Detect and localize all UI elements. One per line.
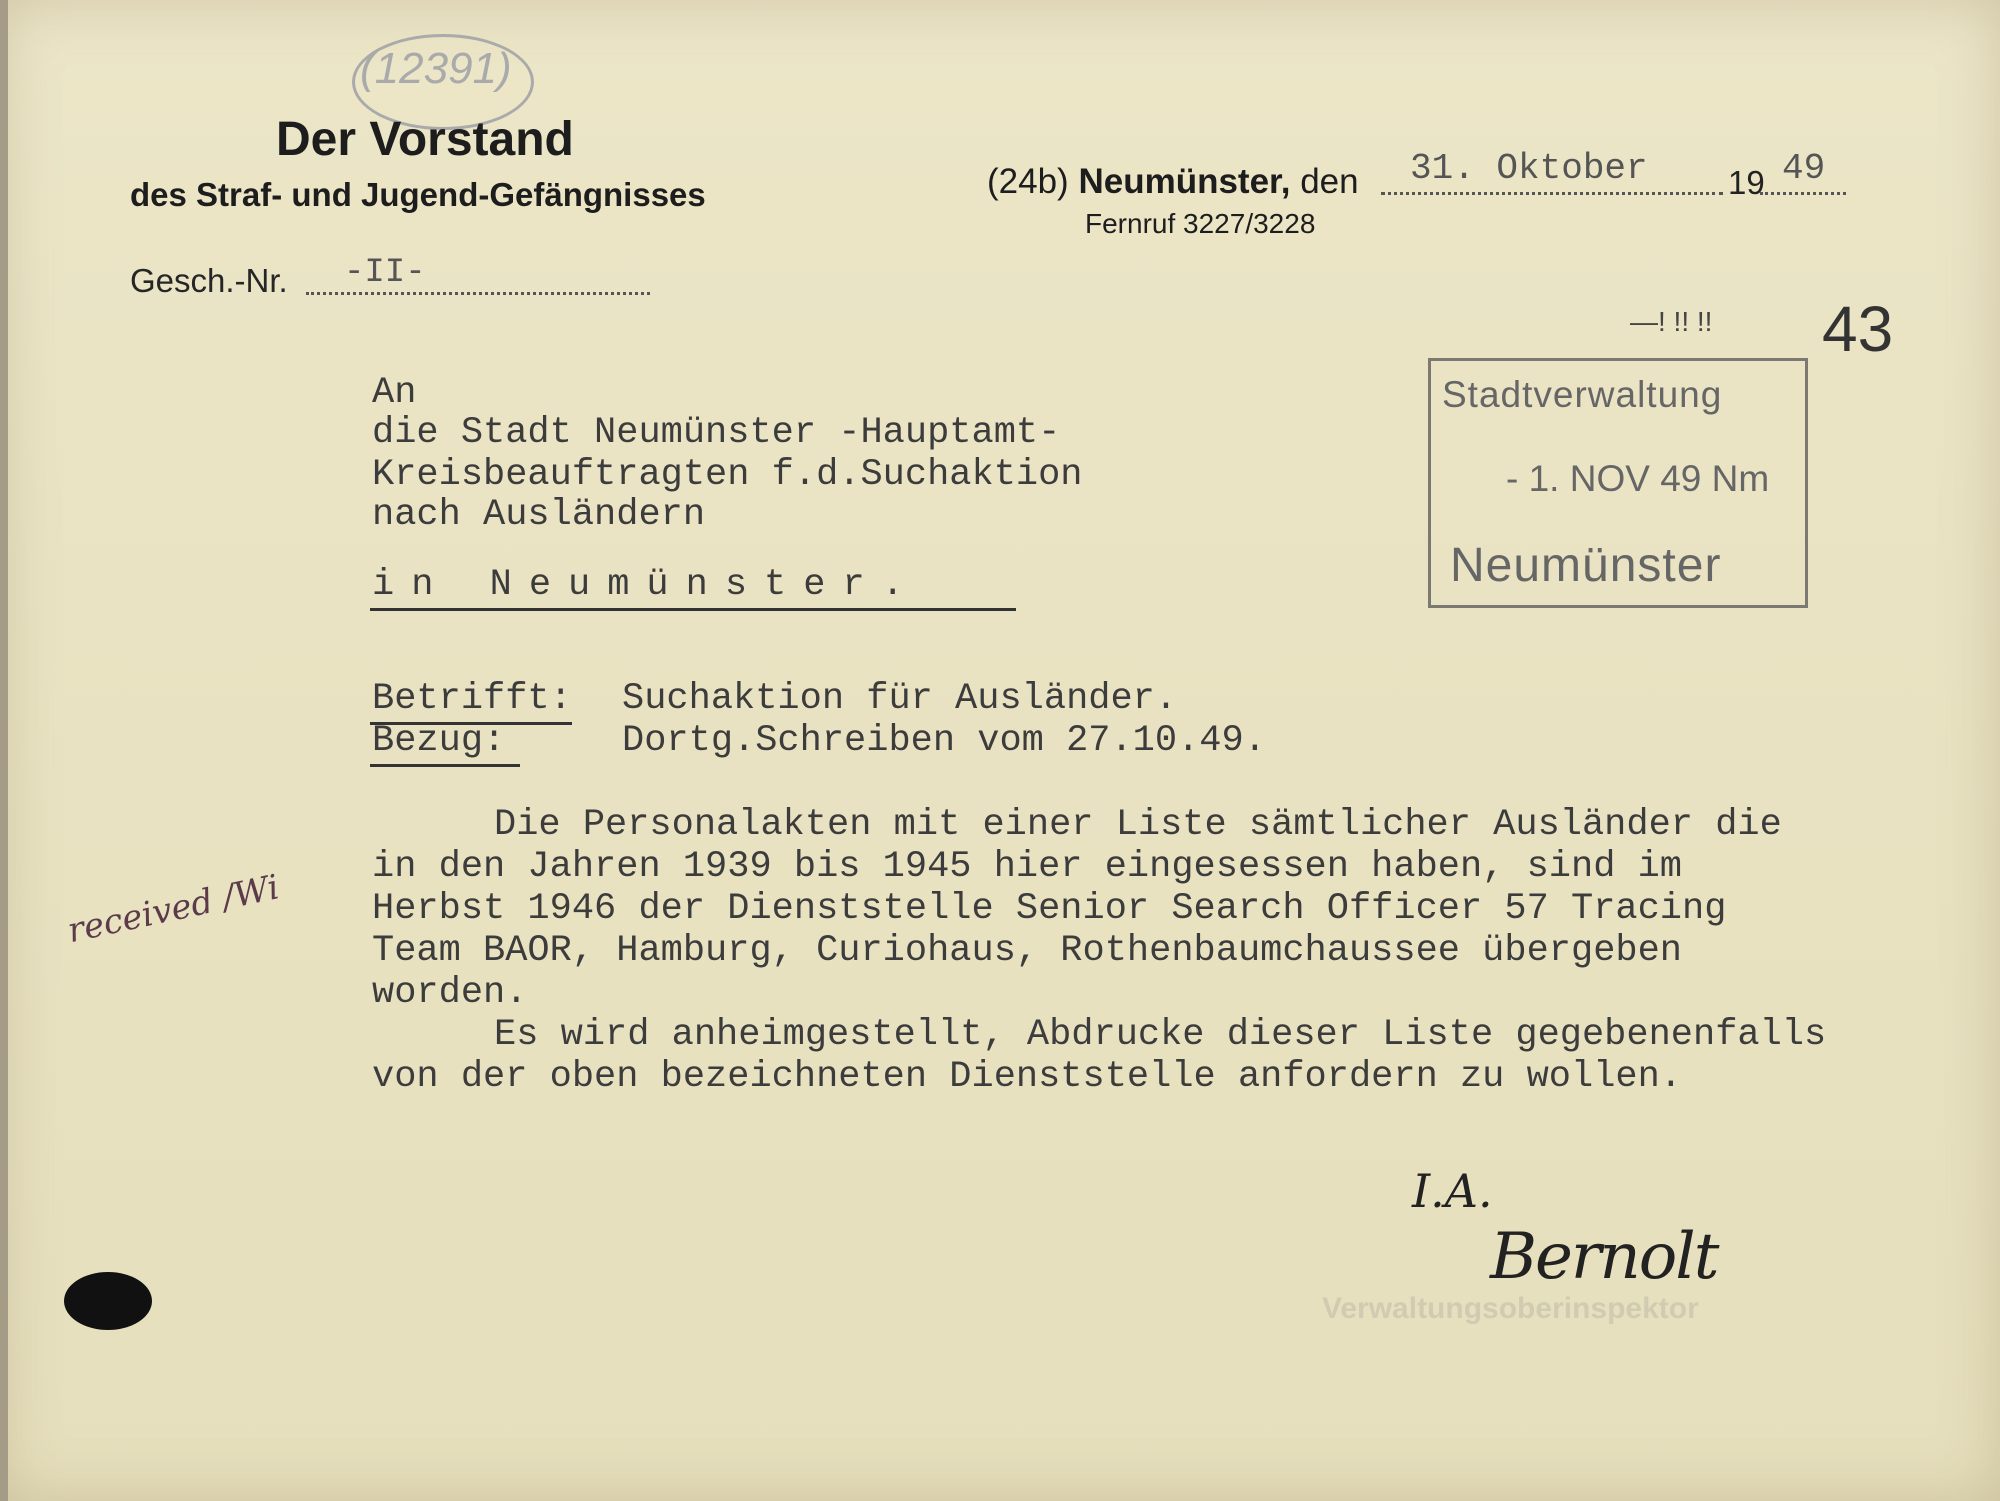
reference-label-underline	[370, 764, 520, 767]
year-dotted-line	[1760, 192, 1846, 195]
signature-prefix: I.A.	[1412, 1164, 1493, 1218]
folio-number: 43	[1822, 293, 1894, 365]
stamp-office: Stadtverwaltung	[1442, 374, 1723, 415]
address-line-4: nach Ausländern	[372, 494, 706, 536]
date-day-month: 31. Oktober	[1410, 148, 1648, 189]
reference-value: -II-	[344, 254, 426, 292]
stamp-city: Neumünster	[1450, 539, 1722, 592]
place-name: Neumünster,	[1078, 162, 1291, 201]
reference-text: Dortg.Schreiben vom 27.10.49.	[622, 720, 1266, 762]
postal-district: (24b)	[987, 162, 1069, 201]
body-line-5: worden.	[372, 972, 528, 1014]
date-dotted-line	[1381, 192, 1723, 195]
address-city-underline	[370, 608, 1016, 611]
address-line-3: Kreisbeauftragten f.d.Suchaktion	[372, 454, 1083, 496]
body-line-7: von der oben bezeichneten Dienststelle anfordern zu wollen.	[372, 1056, 1683, 1098]
reference-label-body: Bezug:	[372, 720, 506, 762]
letterhead-title: Der Vorstand	[276, 113, 574, 166]
faded-title-stamp: Verwaltungsoberinspektor	[1322, 1292, 1699, 1325]
page-edge	[0, 0, 8, 1501]
address-city: in Neumünster.	[372, 564, 921, 606]
reference-dotted-line	[306, 292, 650, 295]
stamp-date: - 1. NOV 49 Nm	[1506, 458, 1770, 499]
address-line-2: die Stadt Neumünster -Hauptamt-	[372, 412, 1061, 454]
body-line-3: Herbst 1946 der Dienststelle Senior Search Officer 57 Tracing	[372, 888, 1727, 930]
date-year: 49	[1782, 148, 1826, 189]
signature: Bernolt	[1490, 1220, 1718, 1294]
subject-text: Suchaktion für Ausländer.	[622, 678, 1178, 720]
phone-number: Fernruf 3227/3228	[1085, 208, 1316, 239]
address-line-1: An	[372, 372, 417, 414]
body-line-2: in den Jahren 1939 bis 1945 hier eingesessen haben, sind im	[372, 846, 1683, 888]
den-word: den	[1300, 162, 1359, 201]
date-year-prefix: 19	[1728, 164, 1765, 201]
handwritten-margin-note: received /Wi	[64, 867, 283, 952]
subject-label: Betrifft:	[372, 678, 572, 720]
body-line-4: Team BAOR, Hamburg, Curiohaus, Rothenbaumchaussee übergeben	[372, 930, 1683, 972]
place-line	[987, 162, 1359, 202]
reference-label: Gesch.-Nr.	[130, 262, 288, 299]
body-line-6: Es wird anheimgestellt, Abdrucke dieser Liste gegebenenfalls	[494, 1014, 1827, 1056]
archive-number: (12391)	[360, 44, 512, 93]
folio-mark: —! !! !!	[1630, 306, 1713, 337]
body-line-1: Die Personalakten mit einer Liste sämtlicher Ausländer die	[494, 804, 1782, 846]
punch-hole	[64, 1272, 152, 1330]
letterhead-subtitle: des Straf- und Jugend-Gefängnisses	[130, 176, 706, 213]
